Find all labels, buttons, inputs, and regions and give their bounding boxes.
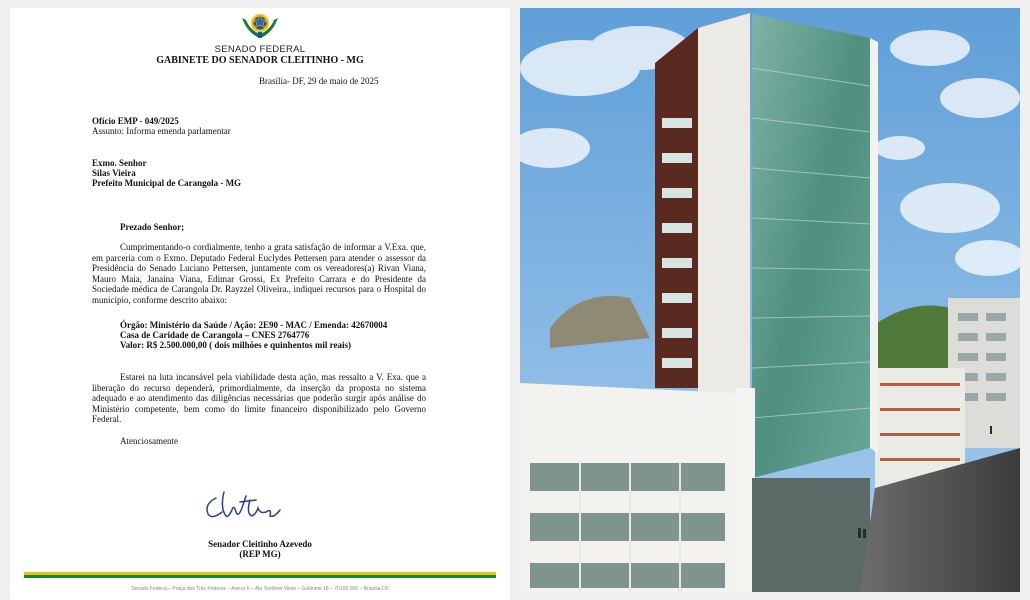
official-letter bbox=[10, 8, 510, 600]
building-rendering bbox=[520, 8, 1020, 592]
recipient-line: Prefeito Municipal de Carangola - MG bbox=[92, 178, 242, 188]
coat-of-arms-icon bbox=[238, 10, 282, 40]
signature-image bbox=[200, 488, 290, 530]
flag-stripe-green bbox=[24, 575, 496, 578]
closing: Atenciosamente bbox=[120, 436, 178, 446]
document-subject: Assunto: Informa emenda parlamentar bbox=[92, 126, 231, 136]
office-title: GABINETE DO SENADOR CLEITINHO - MG bbox=[156, 55, 364, 66]
letter-footer: Senado Federal – Praça dos Três Poderes – Anexo II – Ala Teotônio Vilela – Gabinete 18 – 70165-900 – Brasília-DF bbox=[131, 586, 389, 592]
paragraph-conditions: Estarei na luta incansável pela viabilidade desta ação, mas ressalto a V. Exa. que a liberação do recurso dependerá, primordialmente, da inserção da proposta no sistema adequado e ao atendimento das diligências necessárias que poderão surgir após análise do Ministério competente, bem como do limite financeiro disponibilizado pelo Governo Federal. bbox=[92, 372, 426, 425]
recipient-line: Exmo. Senhor bbox=[92, 158, 147, 168]
signer-party: (REP MG) bbox=[239, 549, 281, 559]
salutation: Prezado Senhor; bbox=[120, 222, 185, 232]
amendment-detail: Valor: R$ 2.500.000,00 ( dois milhões e quinhentos mil reais) bbox=[120, 340, 352, 350]
recipient-line: Silas Vieira bbox=[92, 168, 136, 178]
hospital-building-illustration bbox=[520, 8, 1020, 592]
document-reference: Ofício EMP - 049/2025 bbox=[92, 116, 179, 126]
org-small-title: SENADO FEDERAL bbox=[214, 44, 306, 55]
amendment-detail: Casa de Caridade de Carangola – CNES 2764776 bbox=[120, 330, 310, 340]
paragraph-intro: Cumprimentando-o cordialmente, tenho a grata satisfação de informar a V.Exa. que, em parceria com o Exmo. Deputado Federal Euclydes Pettersen para atender o assessor da Presidência do Senado Luciano Pettersen, juntamente com os vereadores(a) Rivan Viana, Mauro Maia, Janaína Viana, Edimar Grossi, Ex Prefeito Carrara e do Presidente da Sociedade médica de Carangola Dr. Rayzzel Oliveira., indiquei recursos para o Hospital do município, conforme descrito abaixo: bbox=[92, 242, 426, 305]
place-date: Brasília- DF, 29 de maio de 2025 bbox=[259, 76, 379, 86]
signer-name: Senador Cleitinho Azevedo bbox=[208, 539, 312, 549]
amendment-detail: Órgão: Ministério da Saúde / Ação: 2E90 - MAC / Emenda: 42670004 bbox=[120, 320, 388, 330]
